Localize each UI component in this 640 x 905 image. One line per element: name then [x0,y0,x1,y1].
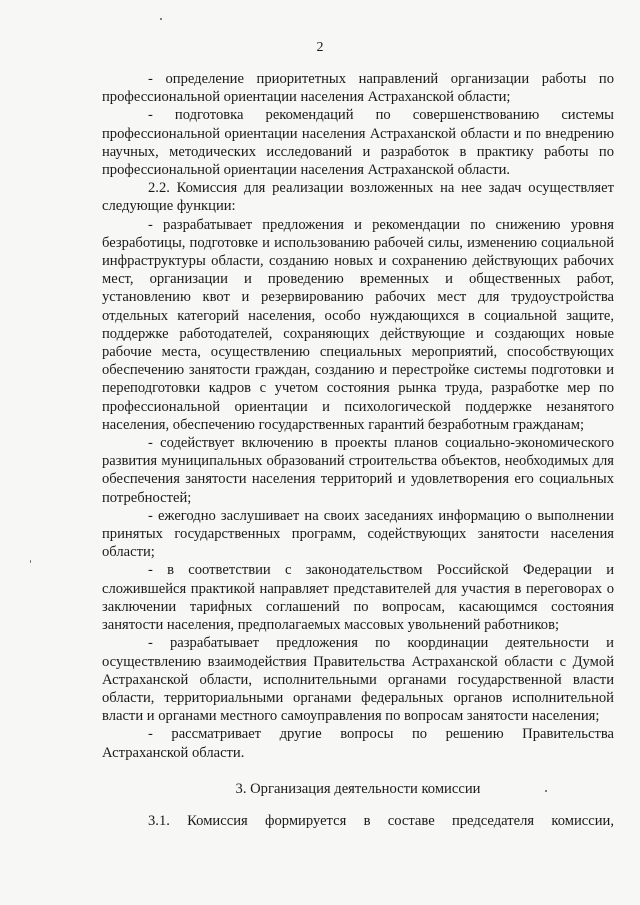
page-number: 2 [316,40,324,55]
paragraph: - определение приоритетных направлений организации работы по профессиональной ориентации населения Астраханской области; [102,71,614,106]
paragraph: - подготовка рекомендаций по совершенствованию системы профессиональной ориентации населения Астраханской области и по внедрению научных, методических исследований и разработок в практику работы по профессиональной ориентации населения Астраханской области. [102,107,614,179]
paragraph: - разрабатывает предложения по координации деятельности и осуществлению взаимодействия Правительства Астраханской области с Думой Астраханской области, исполнительными органами государственной власти области, территориальными органами федеральных органов исполнительной власти и органами местного самоуправления по вопросам занятости населения; [102,635,614,725]
paragraph: 2.2. Комиссия для реализации возложенных на нее задач осуществляет следующие функции: [102,180,614,215]
document-body [102,70,614,830]
scan-speck [30,560,31,563]
paragraph: - содействует включению в проекты планов социально-экономического развития муниципальных образований строительства объектов, необходимых для обеспечения занятости населения территорий и удовлетворения его социальных потребностей; [102,435,614,506]
paragraph: - в соответствии с законодательством Российской Федерации и сложившейся практикой направляет представителей для участия в переговорах о заключении тарифных соглашений по вопросам, касающимся состояния занятости населения, предполагаемых массовых увольнений работников; [102,562,614,634]
section-heading: 3. Организация деятельности комиссии [235,780,481,797]
paragraph: - рассматривает другие вопросы по решению Правительства Астраханской области. [102,726,614,761]
paragraph: 3.1. Комиссия формируется в составе председателя комиссии, [148,812,614,829]
scan-speck [160,18,162,20]
paragraph: - разрабатывает предложения и рекомендации по снижению уровня безработицы, подготовке и использованию рабочей силы, изменению социальной инфраструктуры области, созданию новых и сохранению действующих рабочих мест, организации и проведению временных и общественных работ, установлению квот и резервированию рабочих мест для трудоустройства отдельных категорий населения, особо нуждающихся в социальной защите, поддержке работодателей, сохраняющих действующие и создающих новые рабочие места, осуществлению специальных мероприятий, способствующих обеспечению занятости граждан, созданию и перестройке системы подготовки и переподготовки кадров с учетом состояния рынка труда, разработке мер по профессиональной ориентации и психологической поддержке незанятого населения, обеспечению государственных гарантий безработным гражданам; [102,216,614,433]
paragraph: - ежегодно заслушивает на своих заседаниях информацию о выполнении принятых государственных программ, содействующих занятости населения области; [102,507,614,561]
